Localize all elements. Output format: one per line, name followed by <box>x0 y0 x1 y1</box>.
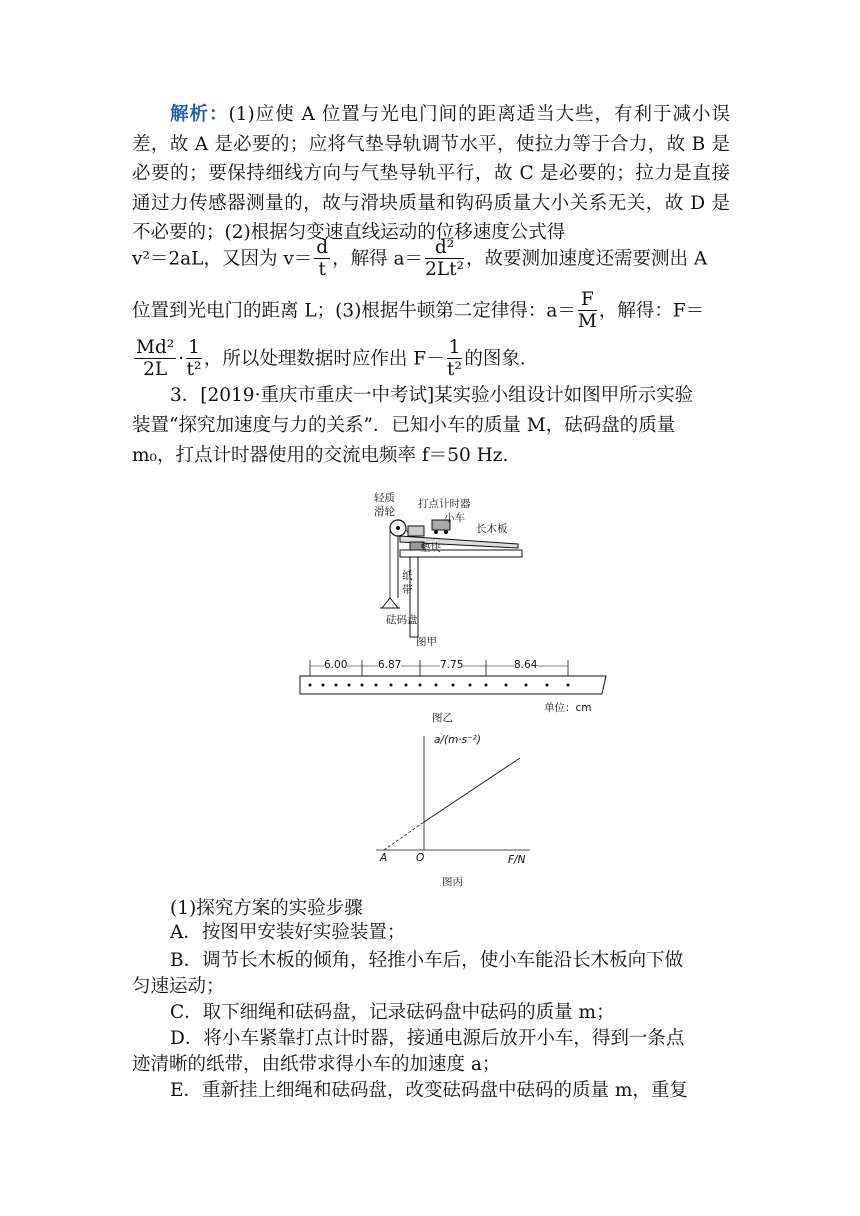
analysis-label: 解析： <box>170 104 229 125</box>
eq1-text-b: ，解得 a＝ <box>332 248 424 270</box>
label-cart: 小车 <box>444 512 465 524</box>
frac-num: 1 <box>448 337 461 358</box>
eq3-text-a: ，所以处理数据时应作出 F－ <box>203 348 445 370</box>
equation-line-1 <box>132 238 707 281</box>
frac-num: F <box>578 290 597 311</box>
frac-den: t² <box>447 359 462 380</box>
question-3-line-3: m₀，打点计时器使用的交流电频率 f＝50 Hz. <box>132 445 509 466</box>
frac-den: t <box>318 259 326 280</box>
fraction-1-over-t2 <box>186 338 202 381</box>
figure-yi-caption: 图乙 <box>432 712 453 724</box>
frac-num: d <box>316 237 329 258</box>
label-light: 轻质 <box>374 492 395 504</box>
frac-den: 2Lt² <box>425 259 464 280</box>
segment-2-label: 6.87 <box>378 659 402 671</box>
eq1-text-a: v²＝2aL，又因为 v＝ <box>132 248 313 270</box>
question-3-line-2: 装置“探究加速度与力的关系”．已知小车的质量 M，砝码盘的质量 <box>132 415 676 436</box>
figure-jia <box>370 488 530 658</box>
equation-line-3: $\frac{\text{Md²}}{2L}$ · $\frac{1}{\text{t²}}$ ，所以处理数据时应作出 F－ $\frac{1}{\text{t²}}$ 的图象． <box>136 337 539 380</box>
label-tape-2: 带 <box>402 584 413 596</box>
frac-num: 1 <box>188 337 200 358</box>
y-axis-label: a/(m·s⁻²) <box>434 734 481 746</box>
equation-line-2 <box>132 290 704 333</box>
unit-label: 单位：cm <box>544 702 592 714</box>
step-D-line-2: 迹清晰的纸带，由纸带求得小车的加速度 a； <box>132 1054 501 1075</box>
step-B-line-1: B．调节长木板的倾角，轻推小车后，使小车能沿长木板向下做 <box>170 950 684 971</box>
analysis-text: (1)应使 A 位置与光电门间的距离适当大些，有利于减小误差，故 A 是必要的；应将气垫导轨调节水平，使拉力等于合力，故 B 是必要的；要保持细线方向与气垫导轨平行，故 C 是必要的；拉力是直接通过力传感器测量的，故与滑块质量和钩码质量大小关系无关，故 D 是不必要的；(2)根据匀变速直线运动的位移速度公式得 <box>132 104 730 243</box>
point-A-label: A <box>380 852 388 864</box>
eq1-text-c: ，故要测加速度还需要测出 A <box>465 248 708 270</box>
question-3-line-1: 3．[2019·重庆市重庆一中考试]某实验小组设计如图甲所示实验 <box>170 385 694 406</box>
step-E-line-1: E．重新挂上细绳和砝码盘，改变砝码盘中砝码的质量 m，重复 <box>170 1080 688 1101</box>
x-axis-label: F/N <box>508 854 526 866</box>
frac-num: d² <box>425 238 464 259</box>
figure-yi <box>296 656 616 726</box>
fraction-d2-over-2Lt2 <box>425 238 464 281</box>
label-board: 长木板 <box>476 523 508 535</box>
frac-den: 2L <box>143 359 168 380</box>
segment-3-label: 7.75 <box>440 659 464 671</box>
step-C: C．取下细绳和砝码盘，记录砝码盘中砝码的质量 m； <box>170 1002 615 1023</box>
a-F-graph <box>370 730 540 870</box>
eq2-text-b: ，解得：F＝ <box>598 300 705 322</box>
label-tape-1: 纸 <box>402 570 413 582</box>
analysis-paragraph <box>132 100 730 248</box>
eq2-text-a: 位置到光电门的距离 L；(3)根据牛顿第二定律得：a＝ <box>132 300 576 322</box>
figure-bing-caption: 图丙 <box>442 876 463 888</box>
fraction-d-over-t <box>314 238 330 281</box>
step-B-line-2: 匀速运动； <box>132 976 225 997</box>
eq3-text-b: 的图象． <box>464 348 539 370</box>
frac-den: M <box>577 311 597 332</box>
origin-label: O <box>416 852 425 864</box>
fraction-1-over-t2-b <box>447 338 463 381</box>
frac-den: t² <box>186 359 202 380</box>
frac-num: Md² <box>136 337 175 358</box>
label-pulley: 滑轮 <box>374 506 395 518</box>
steps-title: (1)探究方案的实验步骤 <box>170 898 363 919</box>
step-A: A．按图甲安装好实验装置； <box>170 922 406 943</box>
fraction-F-over-M <box>578 290 597 333</box>
fraction-Md2-over-2L <box>134 338 176 381</box>
label-timer: 打点计时器 <box>418 498 471 510</box>
figure-jia-caption: 图甲 <box>416 636 437 648</box>
segment-4-label: 8.64 <box>514 659 538 671</box>
step-D-line-1: D．将小车紧靠打点计时器，接通电源后放开小车，得到一条点 <box>170 1028 685 1049</box>
label-block: 垫块 <box>420 542 441 554</box>
label-pan: 砝码盘 <box>386 614 418 626</box>
figure-bing <box>370 730 540 890</box>
segment-1-label: 6.00 <box>324 659 348 671</box>
